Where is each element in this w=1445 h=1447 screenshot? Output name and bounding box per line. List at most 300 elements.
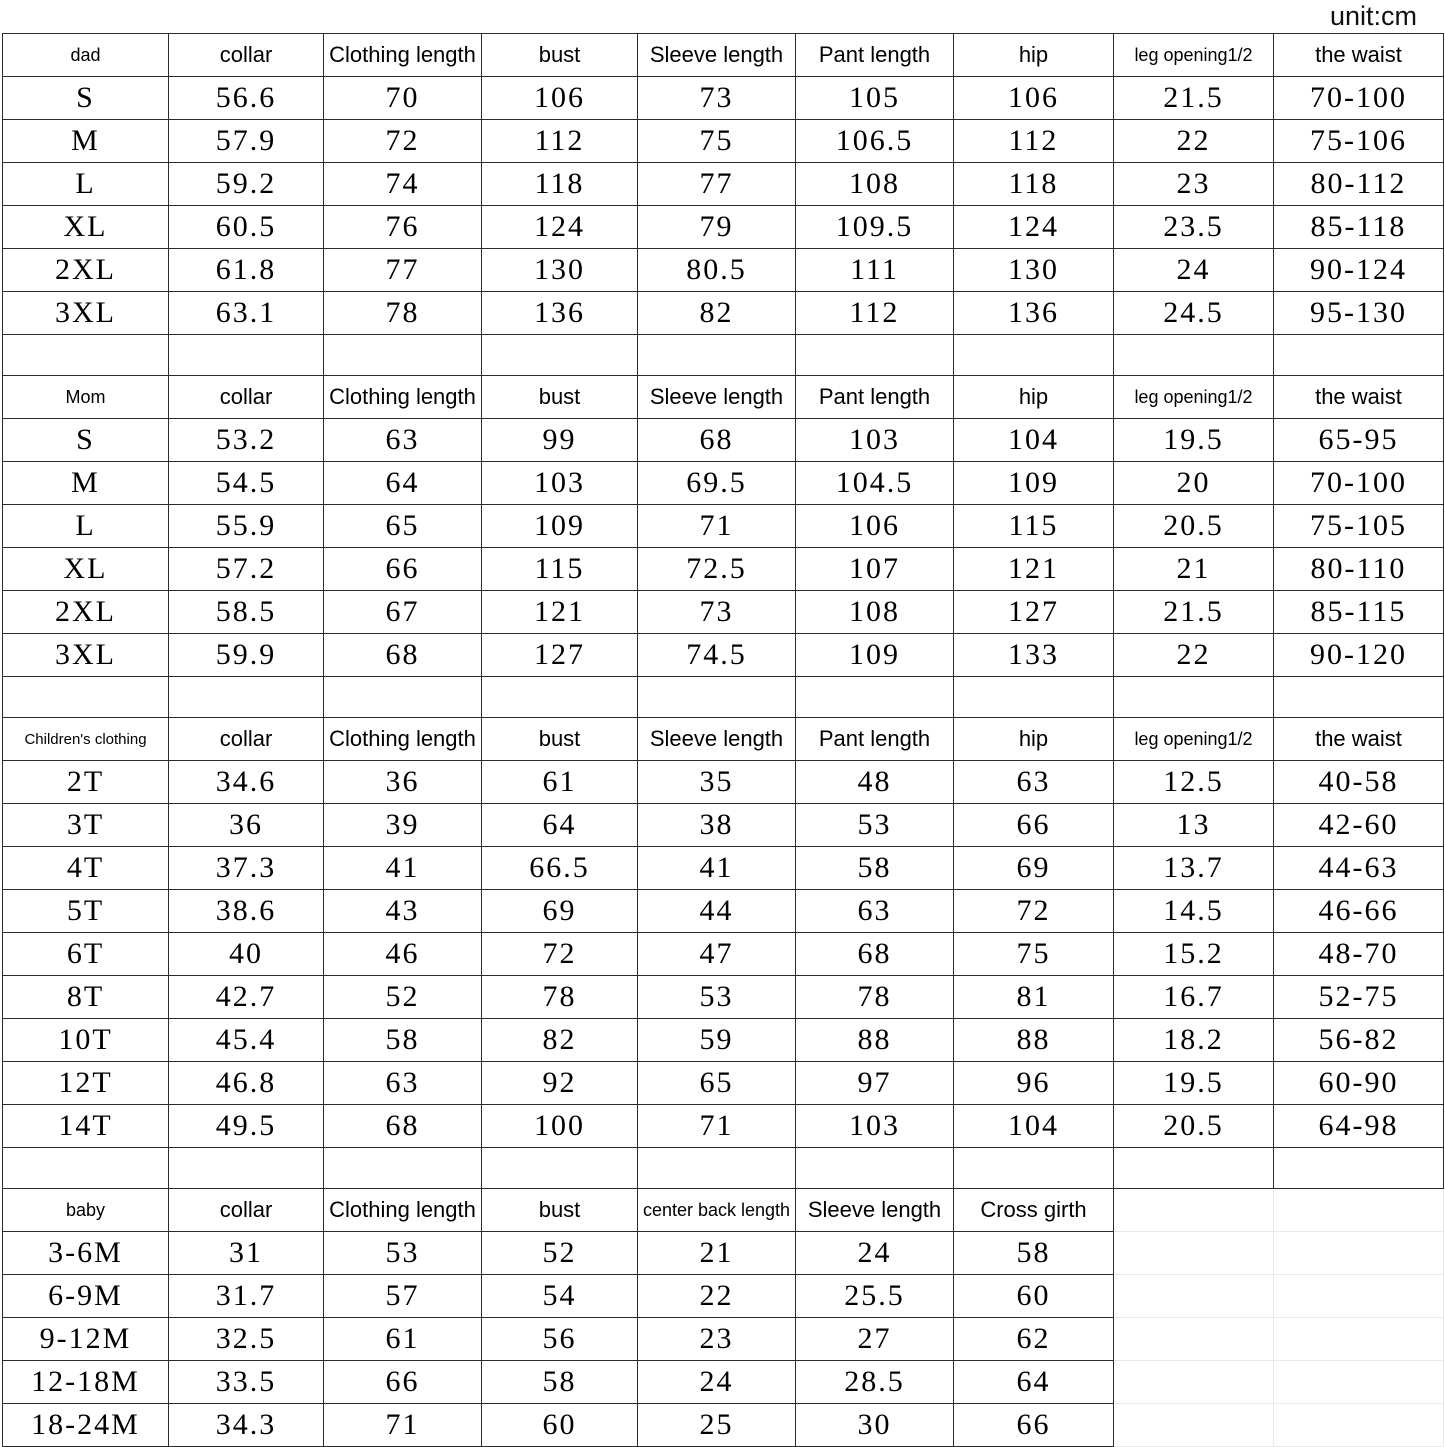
spacer-cell [324, 677, 482, 718]
spacer-cell-empty [1274, 1148, 1444, 1189]
table-row [3, 804, 1444, 847]
spacer-cell [169, 677, 324, 718]
header-cell-collar: collar [169, 376, 324, 419]
cell-size: XL [3, 206, 169, 249]
cell-clothing-length: 46 [324, 933, 482, 976]
header-cell-bust: bust [482, 34, 638, 77]
empty-cell [1114, 1275, 1274, 1318]
cell-clothing-length: 72 [324, 120, 482, 163]
cell-leg-opening: 24 [1114, 249, 1274, 292]
cell-collar: 42.7 [169, 976, 324, 1019]
cell-waist: 60-90 [1274, 1062, 1444, 1105]
table-row [3, 1105, 1444, 1148]
cell-cross-girth: 66 [954, 1404, 1114, 1447]
cell-collar: 59.2 [169, 163, 324, 206]
cell-size: 10T [3, 1019, 169, 1062]
header-cell-pant-length: Pant length [796, 376, 954, 419]
header-cell-clothing-length: Clothing length [324, 376, 482, 419]
cell-pant-length: 103 [796, 419, 954, 462]
cell-clothing-length: 39 [324, 804, 482, 847]
spacer-cell [169, 1148, 324, 1189]
cell-waist: 85-115 [1274, 591, 1444, 634]
header-cell-waist: the waist [1274, 34, 1444, 77]
cell-waist: 75-105 [1274, 505, 1444, 548]
cell-waist: 65-95 [1274, 419, 1444, 462]
cell-size: 6T [3, 933, 169, 976]
spacer-cell [1114, 677, 1274, 718]
cell-clothing-length: 41 [324, 847, 482, 890]
spacer-cell [482, 335, 638, 376]
cell-size: 2XL [3, 249, 169, 292]
empty-cell [1274, 1189, 1444, 1232]
cell-collar: 45.4 [169, 1019, 324, 1062]
cell-collar: 57.2 [169, 548, 324, 591]
cell-size: 4T [3, 847, 169, 890]
cell-bust: 66.5 [482, 847, 638, 890]
cell-size: 2XL [3, 591, 169, 634]
spacer-row [3, 1148, 1444, 1189]
cell-leg-opening: 23 [1114, 163, 1274, 206]
cell-collar: 56.6 [169, 77, 324, 120]
empty-cell [1274, 1275, 1444, 1318]
cell-leg-opening: 20.5 [1114, 1105, 1274, 1148]
spacer-cell [796, 1148, 954, 1189]
cell-sleeve-length: 73 [638, 591, 796, 634]
table-row [3, 163, 1444, 206]
cell-clothing-length: 70 [324, 77, 482, 120]
unit-label: unit:cm [1329, 1, 1417, 31]
cell-leg-opening: 14.5 [1114, 890, 1274, 933]
header-cell-leg-opening: leg opening1/2 [1114, 376, 1274, 419]
table-row [3, 462, 1444, 505]
cell-collar: 31.7 [169, 1275, 324, 1318]
cell-clothing-length: 65 [324, 505, 482, 548]
cell-bust: 99 [482, 419, 638, 462]
cell-sleeve-length: 38 [638, 804, 796, 847]
cell-sleeve-length: 59 [638, 1019, 796, 1062]
cell-clothing-length: 67 [324, 591, 482, 634]
cell-collar: 58.5 [169, 591, 324, 634]
spacer-cell [954, 1148, 1114, 1189]
cell-hip: 136 [954, 292, 1114, 335]
header-cell-collar: collar [169, 34, 324, 77]
header-cell-sleeve-length: Sleeve length [638, 34, 796, 77]
cell-clothing-length: 63 [324, 1062, 482, 1105]
table-row [3, 761, 1444, 804]
cell-collar: 61.8 [169, 249, 324, 292]
header-cell-waist: the waist [1274, 718, 1444, 761]
cell-leg-opening: 18.2 [1114, 1019, 1274, 1062]
cell-waist: 70-100 [1274, 77, 1444, 120]
cell-bust: 103 [482, 462, 638, 505]
cell-size: 9-12M [3, 1318, 169, 1361]
cell-bust: 106 [482, 77, 638, 120]
cell-leg-opening: 21.5 [1114, 77, 1274, 120]
cell-collar: 55.9 [169, 505, 324, 548]
table-row [3, 1062, 1444, 1105]
header-cell-hip: hip [954, 718, 1114, 761]
cell-cross-girth: 62 [954, 1318, 1114, 1361]
cell-clothing-length: 43 [324, 890, 482, 933]
cell-waist: 85-118 [1274, 206, 1444, 249]
cell-sleeve-length: 65 [638, 1062, 796, 1105]
cell-size: XL [3, 548, 169, 591]
cell-bust: 61 [482, 761, 638, 804]
cell-collar: 63.1 [169, 292, 324, 335]
table-row [3, 77, 1444, 120]
cell-hip: 63 [954, 761, 1114, 804]
header-cell-bust: bust [482, 718, 638, 761]
table-row [3, 249, 1444, 292]
table-row [3, 1019, 1444, 1062]
spacer-cell [1274, 335, 1444, 376]
cell-collar: 53.2 [169, 419, 324, 462]
cell-center-back-length: 25 [638, 1404, 796, 1447]
table-row [3, 591, 1444, 634]
spacer-row [3, 335, 1444, 376]
cell-pant-length: 48 [796, 761, 954, 804]
cell-sleeve-length: 24 [796, 1232, 954, 1275]
cell-bust: 109 [482, 505, 638, 548]
spacer-cell [638, 677, 796, 718]
header-row-children [3, 718, 1444, 761]
cell-sleeve-length: 30 [796, 1404, 954, 1447]
spacer-cell-empty [1114, 1148, 1274, 1189]
cell-waist: 56-82 [1274, 1019, 1444, 1062]
cell-hip: 115 [954, 505, 1114, 548]
table-row [3, 933, 1444, 976]
header-cell-category: dad [3, 34, 169, 77]
cell-hip: 69 [954, 847, 1114, 890]
empty-cell [1114, 1189, 1274, 1232]
spacer-cell [169, 335, 324, 376]
cell-waist: 90-120 [1274, 634, 1444, 677]
cell-waist: 64-98 [1274, 1105, 1444, 1148]
spacer-cell [954, 335, 1114, 376]
cell-sleeve-length: 79 [638, 206, 796, 249]
cell-pant-length: 108 [796, 163, 954, 206]
cell-size: 18-24M [3, 1404, 169, 1447]
cell-pant-length: 105 [796, 77, 954, 120]
spacer-cell [796, 335, 954, 376]
cell-size: M [3, 120, 169, 163]
cell-sleeve-length: 77 [638, 163, 796, 206]
cell-clothing-length: 66 [324, 548, 482, 591]
cell-waist: 90-124 [1274, 249, 1444, 292]
cell-collar: 49.5 [169, 1105, 324, 1148]
cell-pant-length: 97 [796, 1062, 954, 1105]
cell-leg-opening: 21 [1114, 548, 1274, 591]
cell-leg-opening: 16.7 [1114, 976, 1274, 1019]
cell-size: 12T [3, 1062, 169, 1105]
cell-bust: 78 [482, 976, 638, 1019]
cell-hip: 133 [954, 634, 1114, 677]
cell-leg-opening: 20.5 [1114, 505, 1274, 548]
header-cell-hip: hip [954, 376, 1114, 419]
empty-cell [1274, 1361, 1444, 1404]
cell-size: 2T [3, 761, 169, 804]
header-cell-leg-opening: leg opening1/2 [1114, 718, 1274, 761]
cell-cross-girth: 64 [954, 1361, 1114, 1404]
cell-collar: 59.9 [169, 634, 324, 677]
cell-size: 3XL [3, 634, 169, 677]
cell-collar: 34.3 [169, 1404, 324, 1447]
cell-bust: 118 [482, 163, 638, 206]
empty-cell [1114, 1318, 1274, 1361]
cell-pant-length: 103 [796, 1105, 954, 1148]
cell-pant-length: 106 [796, 505, 954, 548]
cell-clothing-length: 74 [324, 163, 482, 206]
cell-hip: 104 [954, 419, 1114, 462]
cell-sleeve-length: 72.5 [638, 548, 796, 591]
spacer-cell [3, 1148, 169, 1189]
header-cell-sleeve-length: Sleeve length [638, 718, 796, 761]
cell-waist: 80-112 [1274, 163, 1444, 206]
cell-bust: 100 [482, 1105, 638, 1148]
cell-clothing-length: 36 [324, 761, 482, 804]
spacer-cell [3, 335, 169, 376]
spacer-cell [638, 1148, 796, 1189]
cell-leg-opening: 21.5 [1114, 591, 1274, 634]
header-row-mom [3, 376, 1444, 419]
cell-size: 8T [3, 976, 169, 1019]
cell-leg-opening: 23.5 [1114, 206, 1274, 249]
cell-hip: 130 [954, 249, 1114, 292]
cell-bust: 72 [482, 933, 638, 976]
table-row [3, 120, 1444, 163]
size-chart-body [3, 34, 1444, 1447]
cell-collar: 36 [169, 804, 324, 847]
cell-waist: 70-100 [1274, 462, 1444, 505]
cell-cross-girth: 60 [954, 1275, 1114, 1318]
cell-sleeve-length: 35 [638, 761, 796, 804]
cell-sleeve-length: 74.5 [638, 634, 796, 677]
cell-waist: 75-106 [1274, 120, 1444, 163]
cell-clothing-length: 58 [324, 1019, 482, 1062]
cell-pant-length: 109 [796, 634, 954, 677]
cell-leg-opening: 15.2 [1114, 933, 1274, 976]
cell-sleeve-length: 73 [638, 77, 796, 120]
cell-bust: 54 [482, 1275, 638, 1318]
cell-pant-length: 63 [796, 890, 954, 933]
cell-pant-length: 112 [796, 292, 954, 335]
cell-size: L [3, 505, 169, 548]
cell-collar: 60.5 [169, 206, 324, 249]
cell-center-back-length: 23 [638, 1318, 796, 1361]
cell-sleeve-length: 25.5 [796, 1275, 954, 1318]
cell-size: M [3, 462, 169, 505]
cell-clothing-length: 68 [324, 1105, 482, 1148]
table-row [3, 634, 1444, 677]
cell-pant-length: 111 [796, 249, 954, 292]
spacer-cell [3, 677, 169, 718]
cell-bust: 60 [482, 1404, 638, 1447]
cell-bust: 92 [482, 1062, 638, 1105]
header-row-baby [3, 1189, 1444, 1232]
cell-leg-opening: 19.5 [1114, 419, 1274, 462]
header-cell-category: baby [3, 1189, 169, 1232]
cell-waist: 40-58 [1274, 761, 1444, 804]
header-cell-sleeve-length: Sleeve length [796, 1189, 954, 1232]
cell-waist: 48-70 [1274, 933, 1444, 976]
cell-cross-girth: 58 [954, 1232, 1114, 1275]
cell-waist: 95-130 [1274, 292, 1444, 335]
spacer-cell [796, 677, 954, 718]
cell-clothing-length: 64 [324, 462, 482, 505]
cell-clothing-length: 57 [324, 1275, 482, 1318]
cell-bust: 69 [482, 890, 638, 933]
cell-hip: 106 [954, 77, 1114, 120]
cell-bust: 58 [482, 1361, 638, 1404]
cell-clothing-length: 76 [324, 206, 482, 249]
table-row [3, 505, 1444, 548]
table-row [3, 1404, 1444, 1447]
cell-pant-length: 109.5 [796, 206, 954, 249]
cell-leg-opening: 24.5 [1114, 292, 1274, 335]
size-chart-table [2, 33, 1444, 1447]
header-cell-bust: bust [482, 376, 638, 419]
cell-pant-length: 104.5 [796, 462, 954, 505]
cell-bust: 52 [482, 1232, 638, 1275]
cell-leg-opening: 20 [1114, 462, 1274, 505]
header-cell-clothing-length: Clothing length [324, 1189, 482, 1232]
cell-bust: 112 [482, 120, 638, 163]
spacer-cell [324, 335, 482, 376]
spacer-cell [482, 677, 638, 718]
cell-center-back-length: 21 [638, 1232, 796, 1275]
cell-pant-length: 107 [796, 548, 954, 591]
cell-hip: 118 [954, 163, 1114, 206]
cell-size: 5T [3, 890, 169, 933]
cell-pant-length: 106.5 [796, 120, 954, 163]
cell-leg-opening: 22 [1114, 120, 1274, 163]
header-cell-collar: collar [169, 718, 324, 761]
cell-clothing-length: 78 [324, 292, 482, 335]
header-cell-leg-opening: leg opening1/2 [1114, 34, 1274, 77]
cell-size: 3T [3, 804, 169, 847]
cell-sleeve-length: 53 [638, 976, 796, 1019]
spacer-row [3, 677, 1444, 718]
cell-hip: 96 [954, 1062, 1114, 1105]
cell-size: 3-6M [3, 1232, 169, 1275]
spacer-cell [482, 1148, 638, 1189]
table-row [3, 292, 1444, 335]
cell-sleeve-length: 69.5 [638, 462, 796, 505]
cell-center-back-length: 24 [638, 1361, 796, 1404]
header-cell-hip: hip [954, 34, 1114, 77]
cell-sleeve-length: 27 [796, 1318, 954, 1361]
cell-size: 6-9M [3, 1275, 169, 1318]
cell-hip: 72 [954, 890, 1114, 933]
cell-bust: 56 [482, 1318, 638, 1361]
header-cell-clothing-length: Clothing length [324, 34, 482, 77]
cell-hip: 109 [954, 462, 1114, 505]
cell-waist: 42-60 [1274, 804, 1444, 847]
cell-clothing-length: 52 [324, 976, 482, 1019]
cell-pant-length: 108 [796, 591, 954, 634]
cell-size: 12-18M [3, 1361, 169, 1404]
cell-pant-length: 53 [796, 804, 954, 847]
cell-hip: 81 [954, 976, 1114, 1019]
header-cell-category: Mom [3, 376, 169, 419]
cell-collar: 40 [169, 933, 324, 976]
cell-leg-opening: 19.5 [1114, 1062, 1274, 1105]
empty-cell [1274, 1232, 1444, 1275]
spacer-cell [1274, 677, 1444, 718]
header-cell-center-back-length: center back length [638, 1189, 796, 1232]
cell-bust: 64 [482, 804, 638, 847]
cell-bust: 127 [482, 634, 638, 677]
cell-hip: 127 [954, 591, 1114, 634]
spacer-cell [954, 677, 1114, 718]
spacer-cell [324, 1148, 482, 1189]
header-cell-pant-length: Pant length [796, 718, 954, 761]
header-cell-bust: bust [482, 1189, 638, 1232]
cell-leg-opening: 13.7 [1114, 847, 1274, 890]
table-row [3, 890, 1444, 933]
cell-hip: 112 [954, 120, 1114, 163]
cell-clothing-length: 71 [324, 1404, 482, 1447]
header-cell-pant-length: Pant length [796, 34, 954, 77]
cell-clothing-length: 53 [324, 1232, 482, 1275]
spacer-cell [1114, 335, 1274, 376]
cell-pant-length: 68 [796, 933, 954, 976]
table-row [3, 847, 1444, 890]
cell-size: S [3, 419, 169, 462]
cell-pant-length: 58 [796, 847, 954, 890]
cell-collar: 32.5 [169, 1318, 324, 1361]
table-row [3, 1232, 1444, 1275]
table-row [3, 1318, 1444, 1361]
cell-sleeve-length: 47 [638, 933, 796, 976]
cell-collar: 38.6 [169, 890, 324, 933]
cell-waist: 52-75 [1274, 976, 1444, 1019]
cell-collar: 54.5 [169, 462, 324, 505]
header-cell-clothing-length: Clothing length [324, 718, 482, 761]
cell-clothing-length: 61 [324, 1318, 482, 1361]
cell-hip: 104 [954, 1105, 1114, 1148]
cell-center-back-length: 22 [638, 1275, 796, 1318]
cell-clothing-length: 68 [324, 634, 482, 677]
header-cell-cross-girth: Cross girth [954, 1189, 1114, 1232]
cell-clothing-length: 63 [324, 419, 482, 462]
cell-collar: 57.9 [169, 120, 324, 163]
cell-leg-opening: 12.5 [1114, 761, 1274, 804]
cell-pant-length: 88 [796, 1019, 954, 1062]
table-row [3, 1361, 1444, 1404]
cell-leg-opening: 22 [1114, 634, 1274, 677]
cell-pant-length: 78 [796, 976, 954, 1019]
cell-hip: 121 [954, 548, 1114, 591]
empty-cell [1114, 1232, 1274, 1275]
header-cell-sleeve-length: Sleeve length [638, 376, 796, 419]
cell-size: L [3, 163, 169, 206]
table-row [3, 419, 1444, 462]
spacer-cell [638, 335, 796, 376]
cell-sleeve-length: 28.5 [796, 1361, 954, 1404]
empty-cell [1274, 1318, 1444, 1361]
cell-size: 14T [3, 1105, 169, 1148]
cell-bust: 82 [482, 1019, 638, 1062]
cell-hip: 66 [954, 804, 1114, 847]
table-row [3, 206, 1444, 249]
empty-cell [1114, 1404, 1274, 1447]
cell-waist: 44-63 [1274, 847, 1444, 890]
cell-hip: 124 [954, 206, 1114, 249]
cell-hip: 75 [954, 933, 1114, 976]
cell-sleeve-length: 71 [638, 1105, 796, 1148]
cell-size: 3XL [3, 292, 169, 335]
